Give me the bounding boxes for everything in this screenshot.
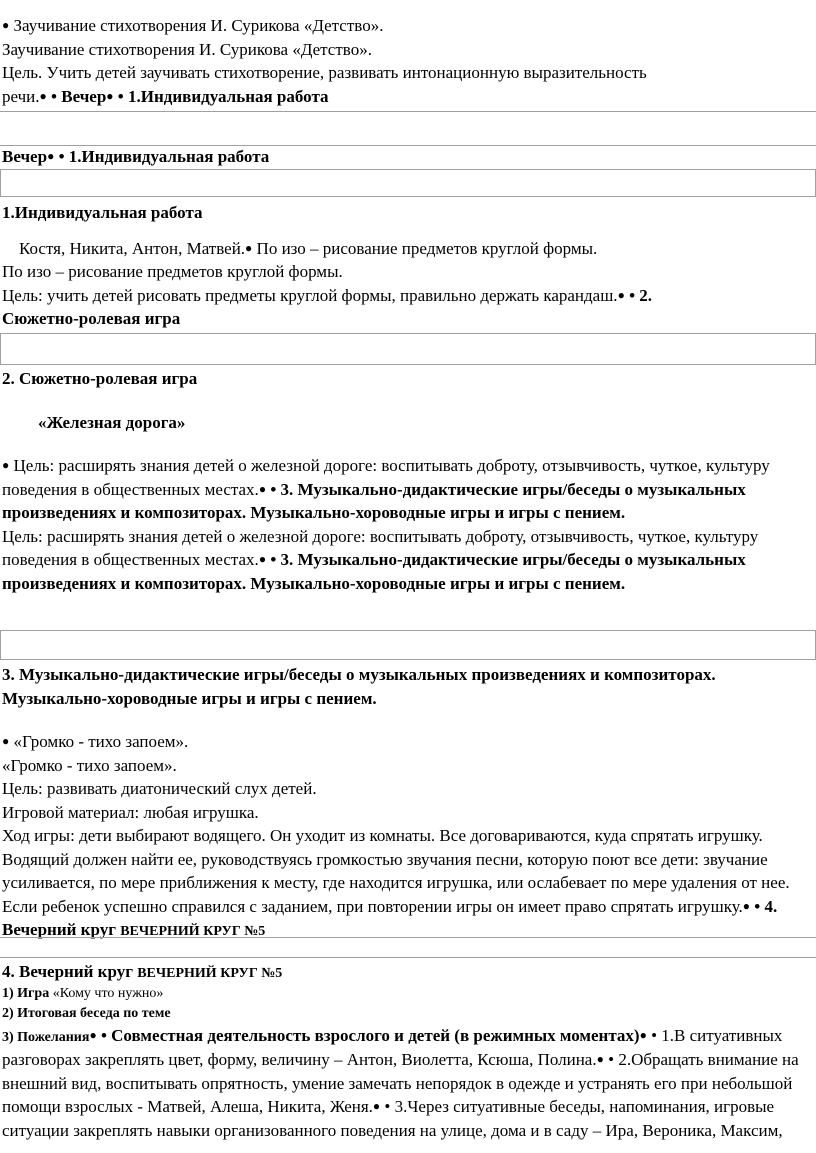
intro-line-2: Заучивание стихотворения И. Сурикова «Детство». xyxy=(2,39,372,59)
bullet-icon: ● xyxy=(245,240,253,255)
music-game-description: Ход игры: дети выбирают водящего. Он уходит из комнаты. Все договариваются, куда спрятать игрушку. Водящий должен найти ее, руководствуясь громкостью звучания песни, которую поют все дети: звучание усиливается, по мере приближения к месту, где находится игрушка, или ослабевает по мере удаления от нее. Если ребенок успешно справился с заданием, при повторении игры он имеет право спрятать игрушку.● • 4. Вечерний круг ВЕЧЕРНИЙ КРУГ №5 xyxy=(2,826,790,939)
block-evening xyxy=(2,145,812,169)
bullet-icon: ● xyxy=(372,1099,381,1113)
block-evening-circle xyxy=(2,960,812,1142)
bullet-icon: ● xyxy=(2,734,10,748)
empty-field-box xyxy=(0,169,816,197)
bullet-icon: ● xyxy=(106,88,114,103)
music-material: Игровой материал: любая игрушка. xyxy=(2,802,259,822)
item-final-talk: 2) Итоговая беседа по теме xyxy=(2,1006,171,1021)
bullet-icon: ● xyxy=(617,287,625,302)
bullet-icon: ● xyxy=(2,458,10,472)
bullet-icon: ● xyxy=(596,1052,604,1066)
item-wishes: 3) Пожелания● • Совместная деятельность взрослого и детей (в режимных моментах)● • 1.В ситуативных разговорах закреплять цвет, форму, величину – Антон, Виолетта, Ксюша, Полина.● • 2.Обращать внимание на внешний вид, воспитывать опрятность, умение замечать непорядок в одежде и устранять его при небольшой помощи взрослых - Матвей, Алеша, Никита, Женя.● • 3.Через ситуативные беседы, напоминания, игровые ситуации закреплять навыки организованного поведения на улице, дома и в саду – Ира, Вероника, Максим, xyxy=(2,1026,799,1140)
intro-goal: Цель. Учить детей заучивать стихотворение, развивать интонационную выразительность xyxy=(2,63,647,82)
music-heading: 3. Музыкально-дидактические игры/беседы о музыкальных произведениях и композиторах. Музыкально-хороводные игры и игры с пением. xyxy=(2,665,716,708)
bullet-icon: ● xyxy=(47,149,55,163)
individual-line-2: По изо – рисование предметов круглой формы. xyxy=(2,262,343,281)
separator xyxy=(0,957,816,958)
block-individual-work xyxy=(2,201,812,331)
individual-goal: Цель: учить детей рисовать предметы круглой формы, правильно держать карандаш.● • 2. xyxy=(2,285,653,305)
bullet-icon: ● xyxy=(258,552,267,566)
intro-line-1: ● Заучивание стихотворения И. Сурикова «Детство». xyxy=(2,16,384,35)
music-game-title-2: «Громко - тихо запоем». xyxy=(2,755,177,775)
role-play-paragraph-1: ● Цель: расширять знания детей о железной дороге: воспитывать доброту, отзывчивость, чуткое, культуру поведения в общественных местах.● • 3. Музыкально-дидактические игры/беседы о музыкальных произведениях и композиторах. Музыкально-хороводные игры и игры с пением. xyxy=(2,456,770,522)
music-goal: Цель: развивать диатонический слух детей. xyxy=(2,779,317,798)
role-play-heading: 2. Сюжетно-ролевая игра xyxy=(2,369,198,388)
individual-work-heading: 1.Индивидуальная работа xyxy=(2,203,203,222)
separator xyxy=(0,937,816,938)
bullet-icon: ● xyxy=(39,88,47,103)
block-music-games xyxy=(2,663,812,942)
bullet-icon: ● xyxy=(639,1028,647,1042)
bullet-icon: ● xyxy=(258,481,267,496)
bullet-icon: ● xyxy=(2,18,10,32)
empty-field-box xyxy=(0,333,816,365)
bullet-icon: ● xyxy=(89,1028,97,1042)
role-play-heading-inline: Сюжетно-ролевая игра xyxy=(2,309,181,328)
block-role-play xyxy=(2,367,812,595)
role-play-paragraph-2: Цель: расширять знания детей о железной дороге: воспитывать доброту, отзывчивость, чуткое, культуру поведения в общественных местах.● • 3. Музыкально-дидактические игры/беседы о музыкальных произведениях и композиторах. Музыкально-хороводные игры и игры с пением. xyxy=(2,526,759,593)
empty-field-box xyxy=(0,630,816,660)
intro-line-4: речи.● • Вечер● • 1.Индивидуальная работа xyxy=(2,86,329,106)
evening-circle-heading: 4. Вечерний круг ВЕЧЕРНИЙ КРУГ №5 xyxy=(2,962,283,981)
block-intro xyxy=(2,14,812,108)
item-game: 1) Игра «Кому что нужно» xyxy=(2,986,164,1001)
evening-line: Вечер● • 1.Индивидуальная работа xyxy=(2,147,270,166)
music-game-title: ● «Громко - тихо запоем». xyxy=(2,732,189,751)
bullet-icon: ● xyxy=(742,898,751,913)
individual-line-1: Костя, Никита, Антон, Матвей.● По изо – рисование предметов круглой формы. xyxy=(19,238,598,258)
role-play-title: «Железная дорога» xyxy=(38,412,186,432)
separator xyxy=(0,111,816,112)
